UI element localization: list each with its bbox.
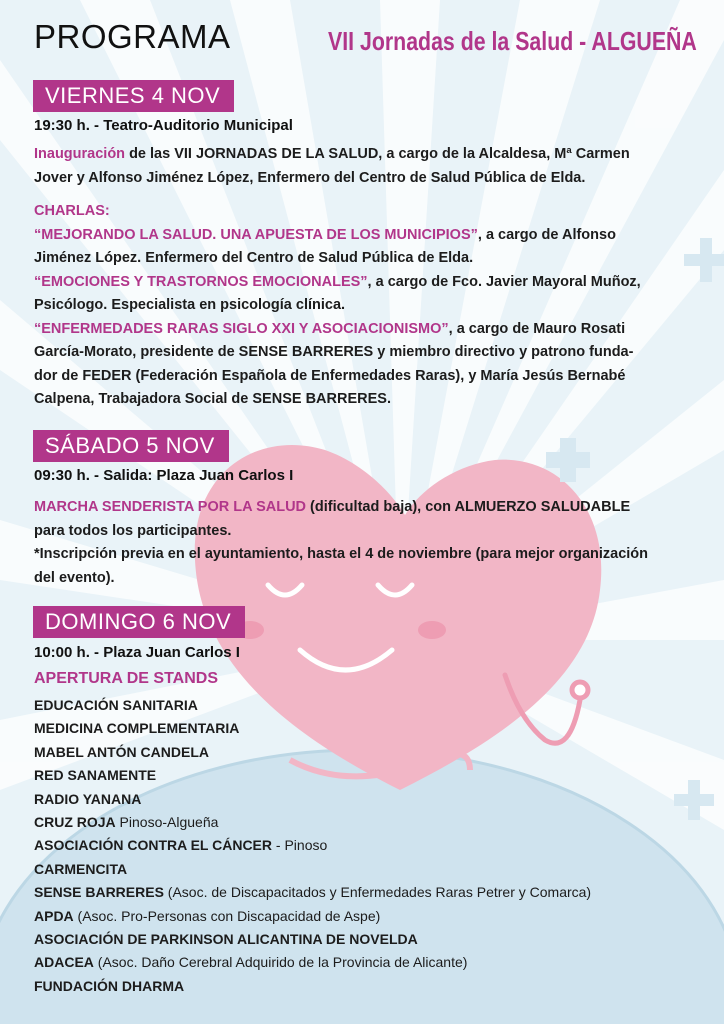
stand-name: SENSE BARRERES <box>34 884 164 901</box>
stand-item <box>34 694 591 717</box>
talk2-rest1: , a cargo de Fco. Javier Mayoral Muñoz, <box>367 273 641 290</box>
stand-name: CRUZ ROJA <box>34 814 116 831</box>
talk1-rest2: Jiménez López. Enfermero del Centro de Salud Pública de Elda. <box>34 250 474 266</box>
stand-name: RADIO YANANA <box>34 790 142 807</box>
stand-item <box>34 741 591 764</box>
stand-name: ASOCIACIÓN CONTRA EL CÁNCER <box>34 837 273 854</box>
talk1-title: “MEJORANDO LA SALUD. UNA APUESTA DE LOS MUNICIPIOS” <box>34 226 478 243</box>
stand-item <box>34 764 591 787</box>
inauguration-line1: de las VII JORNADAS DE LA SALUD, a cargo de la Alcaldesa, Mª Carmen <box>125 146 630 162</box>
talk1-rest1: , a cargo de Alfonso <box>477 226 616 243</box>
stand-item <box>34 881 591 904</box>
event-title: VII Jornadas de la Salud - ALGUEÑA <box>328 26 697 56</box>
march-rest2: para todos los participantes. <box>34 522 232 539</box>
stand-item <box>34 788 591 811</box>
talk3-title: “ENFERMEDADES RARAS SIGLO XXI Y ASOCIACIONISMO” <box>34 320 449 337</box>
stands-list <box>34 694 591 998</box>
stand-detail: Pinoso-Algueña <box>115 814 219 831</box>
talk3-rest4: Calpena, Trabajadora Social de SENSE BARRERES. <box>34 391 391 407</box>
stand-item <box>34 858 591 881</box>
stand-item <box>34 811 591 834</box>
stand-name: CARMENCITA <box>34 860 128 877</box>
saturday-note1: *Inscripción previa en el ayuntamiento, hasta el 4 de noviembre (para mejor organización <box>34 546 649 562</box>
stand-name: EDUCACIÓN SANITARIA <box>34 697 198 713</box>
sunday-day-band: DOMINGO 6 NOV <box>33 606 245 638</box>
stand-item <box>34 975 591 998</box>
stand-detail: (Asoc. Pro-Personas con Discapacidad de Aspe) <box>73 907 381 924</box>
stand-name: APDA <box>34 907 74 924</box>
saturday-day-band: SÁBADO 5 NOV <box>33 430 229 462</box>
stand-item <box>34 717 591 740</box>
saturday-march <box>34 496 714 590</box>
programa-heading: PROGRAMA <box>34 18 231 55</box>
stand-detail: (Asoc. de Discapacitados y Enfermedades Raras Petrer y Comarca) <box>163 884 592 901</box>
stand-item <box>34 928 591 951</box>
stand-item <box>34 834 591 857</box>
march-title: MARCHA SENDERISTA POR LA SALUD <box>34 499 307 515</box>
talk2-title: “EMOCIONES Y TRASTORNOS EMOCIONALES” <box>34 273 368 290</box>
talk3-rest2: García-Morato, presidente de SENSE BARRERES y miembro directivo y patrono funda- <box>34 344 634 360</box>
inauguration-line2: Jover y Alfonso Jiménez López, Enfermero del Centro de Salud Pública de Elda. <box>34 169 586 186</box>
friday-day-band: VIERNES 4 NOV <box>33 80 234 112</box>
talk3-rest3: dor de FEDER (Federación Española de Enfermedades Raras), y María Jesús Bernabé <box>34 367 626 384</box>
stand-name: MABEL ANTÓN CANDELA <box>34 743 209 760</box>
inauguration-label: Inauguración <box>34 146 126 162</box>
stand-name: MEDICINA COMPLEMENTARIA <box>34 720 240 737</box>
stand-name: ASOCIACIÓN DE PARKINSON ALICANTINA DE NOVELDA <box>34 931 418 948</box>
stand-name: FUNDACIÓN DHARMA <box>34 977 185 994</box>
charlas-label: CHARLAS: <box>34 203 110 219</box>
march-rest1: (dificultad baja), con ALMUERZO SALUDABLE <box>306 499 631 515</box>
saturday-note2: del evento). <box>34 569 115 586</box>
talk2-rest2: Psicólogo. Especialista en psicología clínica. <box>34 297 346 313</box>
stand-detail: - Pinoso <box>272 837 328 854</box>
stand-name: ADACEA <box>34 954 94 971</box>
sunday-time-place: 10:00 h. - Plaza Juan Carlos I <box>34 644 240 661</box>
stand-item <box>34 951 591 974</box>
stands-title: APERTURA DE STANDS <box>34 670 219 687</box>
friday-talks <box>34 200 714 412</box>
stand-detail: (Asoc. Daño Cerebral Adquirido de la Provincia de Alicante) <box>93 954 468 971</box>
stand-name: RED SANAMENTE <box>34 767 157 784</box>
stand-item <box>34 905 591 928</box>
friday-time-place: 19:30 h. - Teatro-Auditorio Municipal <box>34 117 293 134</box>
friday-inauguration <box>34 143 714 190</box>
saturday-time-place: 09:30 h. - Salida: Plaza Juan Carlos I <box>34 467 294 484</box>
talk3-rest1: , a cargo de Mauro Rosati <box>448 320 626 337</box>
